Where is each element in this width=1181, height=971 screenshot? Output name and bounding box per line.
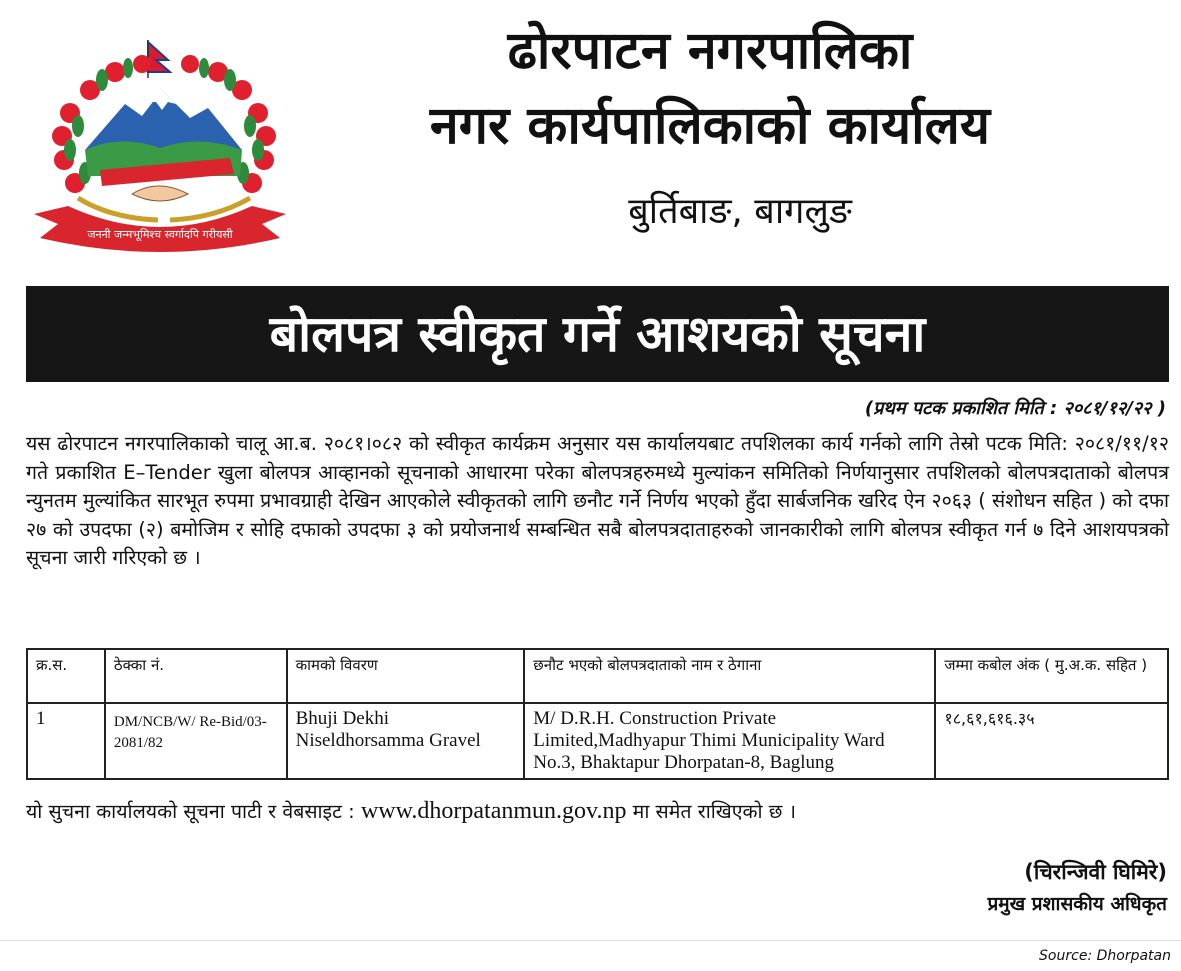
cell-contract-no: DM/NCB/W/ Re-Bid/03-2081/82 [105,703,287,779]
footer-note-before: यो सुचना कार्यालयको सूचना पाटी र वेबसाइट : [26,800,361,823]
divider [0,940,1181,941]
website-link[interactable]: www.dhorpatanmun.gov.np [360,798,627,824]
tender-table [26,648,1169,780]
footer-note [26,796,796,827]
office-address: बुर्तिबाङ, बागलुङ [628,191,852,232]
notice-body: यस ढोरपाटन नगरपालिकाको चालू आ.ब. २०८१।०८२ को स्वीकृत कार्यक्रम अनुसार यस कार्यालयबाट तपशिलका कार्य गर्नको लागि तेस्रो पटक मिति: २०८१/११/१२ गते प्रकाशित E–Tender खुला बोलपत्र आव्हानको सूचनाको आधारमा परेका बोलपत्रहरुमध्ये मुल्यांकन समितिको निर्णयानुसार तपशिलको बोलपत्रदाताको बोलपत्र न्युनतम मुल्यांकित सारभूत रुपमा प्रभावग्राही देखिन आएकोले स्वीकृतको लागि छनौट गर्ने निर्णय भएको हुँदा सार्बजनिक खरिद ऐन २०६३ ( संशोधन सहित ) को दफा २७ को उपदफा (२) बमोजिम र सोहि दफाको उपदफा ३ को प्रयोजनार्थ सम्बन्धित सबै बोलपत्रदाताहरुको जानकारीको लागि बोलपत्र स्वीकृत गर्न ७ दिने आशयपत्रको सूचना जारी गरिएको छ । [26,432,1169,569]
footer-note-after: मा समेत राखिएको छ । [626,800,797,823]
source-credit: Source: Dhorpatan [1039,948,1171,964]
cell-bidder: M/ D.R.H. Construction Private Limited,Madhyapur Thimi Municipality Ward No.3, Bhaktapur Dhorpatan-8, Baglung [524,703,935,779]
header-amount: जम्मा कबोल अंक ( मु.अ.क. सहित ) [935,649,1168,703]
cell-sn: 1 [27,703,105,779]
cell-description: Bhuji Dekhi Niseldhorsamma Gravel [287,703,525,779]
header-description: कामको विवरण [287,649,525,703]
publication-date: (प्रथम पटक प्रकाशित मिति : २०८१/१२/२२ ) [864,398,1166,419]
cell-amount: १८,६१,६१६.३५ [935,703,1168,779]
header-sn: क्र.स. [27,649,105,703]
table-row [27,703,1168,779]
emblem-motto: जननी जन्मभूमिश्च स्वर्गादपि गरीयसी [87,228,233,241]
table-header-row [27,649,1168,703]
org-name: ढोरपाटन नगरपालिका [507,21,913,81]
signatory-name: (चिरन्जिवी घिमिरे) [1024,860,1167,884]
notice-title: बोलपत्र स्वीकृत गर्ने आशयको सूचना [26,286,1169,382]
header-bidder: छनौट भएको बोलपत्रदाताको नाम र ठेगाना [524,649,935,703]
office-name: नगर कार्यपालिकाको कार्यालय [429,96,991,156]
signatory-title: प्रमुख प्रशासकीय अधिकृत [987,893,1167,915]
header-contract-no: ठेक्का नं. [105,649,287,703]
nepal-emblem-icon [30,38,290,253]
